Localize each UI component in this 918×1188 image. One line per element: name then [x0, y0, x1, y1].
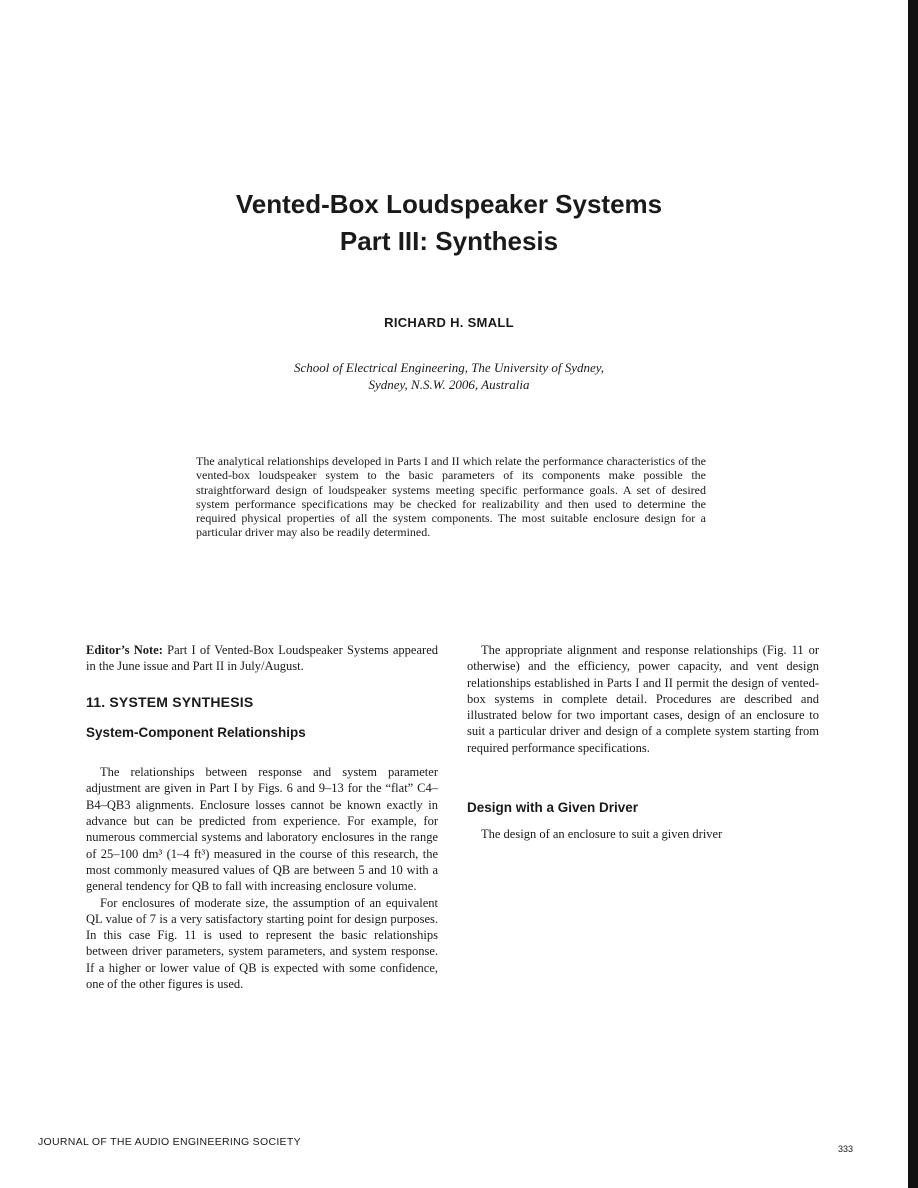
- editors-note-label: Editor’s Note:: [86, 643, 163, 657]
- paragraph-4: The design of an enclosure to suit a given driver: [481, 827, 723, 842]
- footer-journal-name: JOURNAL OF THE AUDIO ENGINEERING SOCIETY: [38, 1136, 301, 1148]
- subsection-heading-given-driver: Design with a Given Driver: [467, 800, 639, 816]
- affiliation-line-2: Sydney, N.S.W. 2006, Australia: [368, 377, 530, 392]
- title-line-2: Part III: Synthesis: [339, 226, 559, 256]
- subsection-heading-relationships: System-Component Relationships: [86, 724, 306, 740]
- left-column: [86, 642, 438, 992]
- right-column: [467, 642, 819, 843]
- editors-note-text: Part I of Vented-Box Loudspeaker Systems appeared in the June issue and Part II in July/August.: [86, 643, 438, 674]
- paragraph-3: The appropriate alignment and response relationships (Fig. 11 or otherwise) and the efficiency, power capacity, and vent design relationships established in Parts I and II permit the design of vented-box systems in complete detail. Procedures are described and illustrated below for two important cases, design of an enclosure to suit a particular driver and design of a complete system starting from required performance specifications.: [467, 643, 819, 755]
- affiliation: [0, 359, 898, 393]
- article-title: [0, 186, 898, 260]
- title-line-1: Vented-Box Loudspeaker Systems: [235, 189, 663, 219]
- paragraph-1: The relationships between response and system parameter adjustment are given in Part I by Figs. 6 and 9–13 for the “flat” C4–B4–QB3 alignments. Enclosure losses cannot be known exactly in advance but can be predicted from experience. For example, for numerous commercial systems and laboratory enclosures in the range of 25–100 dm³ (1–4 ft³) measured in the course of this research, the most commonly measured values of QB are between 5 and 10 with a general tendency for QB to fall with increasing enclosure volume.: [86, 765, 438, 894]
- scan-edge: [908, 0, 918, 1188]
- section-heading: 11. SYSTEM SYNTHESIS: [86, 693, 254, 710]
- abstract: The analytical relationships developed in Parts I and II which relate the performance characteristics of the vented-box loudspeaker system to the basic parameters of its components make possible the straightforward design of loudspeaker systems meeting specific performance goals. A set of desired system performance specifications may be checked for realizability and then used to determine the required physical properties of all the system components. The most suitable enclosure design for a particular driver may also be readily determined.: [196, 454, 706, 540]
- author-name: RICHARD H. SMALL: [384, 315, 514, 330]
- editors-note: [86, 642, 438, 675]
- page-number: 333: [838, 1144, 854, 1154]
- paragraph-2: For enclosures of moderate size, the assumption of an equivalent QL value of 7 is a very satisfactory starting point for design purposes. In this case Fig. 11 is used to represent the basic relationships between driver parameters, system parameters, and system response. If a higher or lower value of QB is expected with some confidence, one of the other figures is used.: [86, 895, 438, 992]
- affiliation-line-1: School of Electrical Engineering, The University of Sydney,: [293, 360, 605, 375]
